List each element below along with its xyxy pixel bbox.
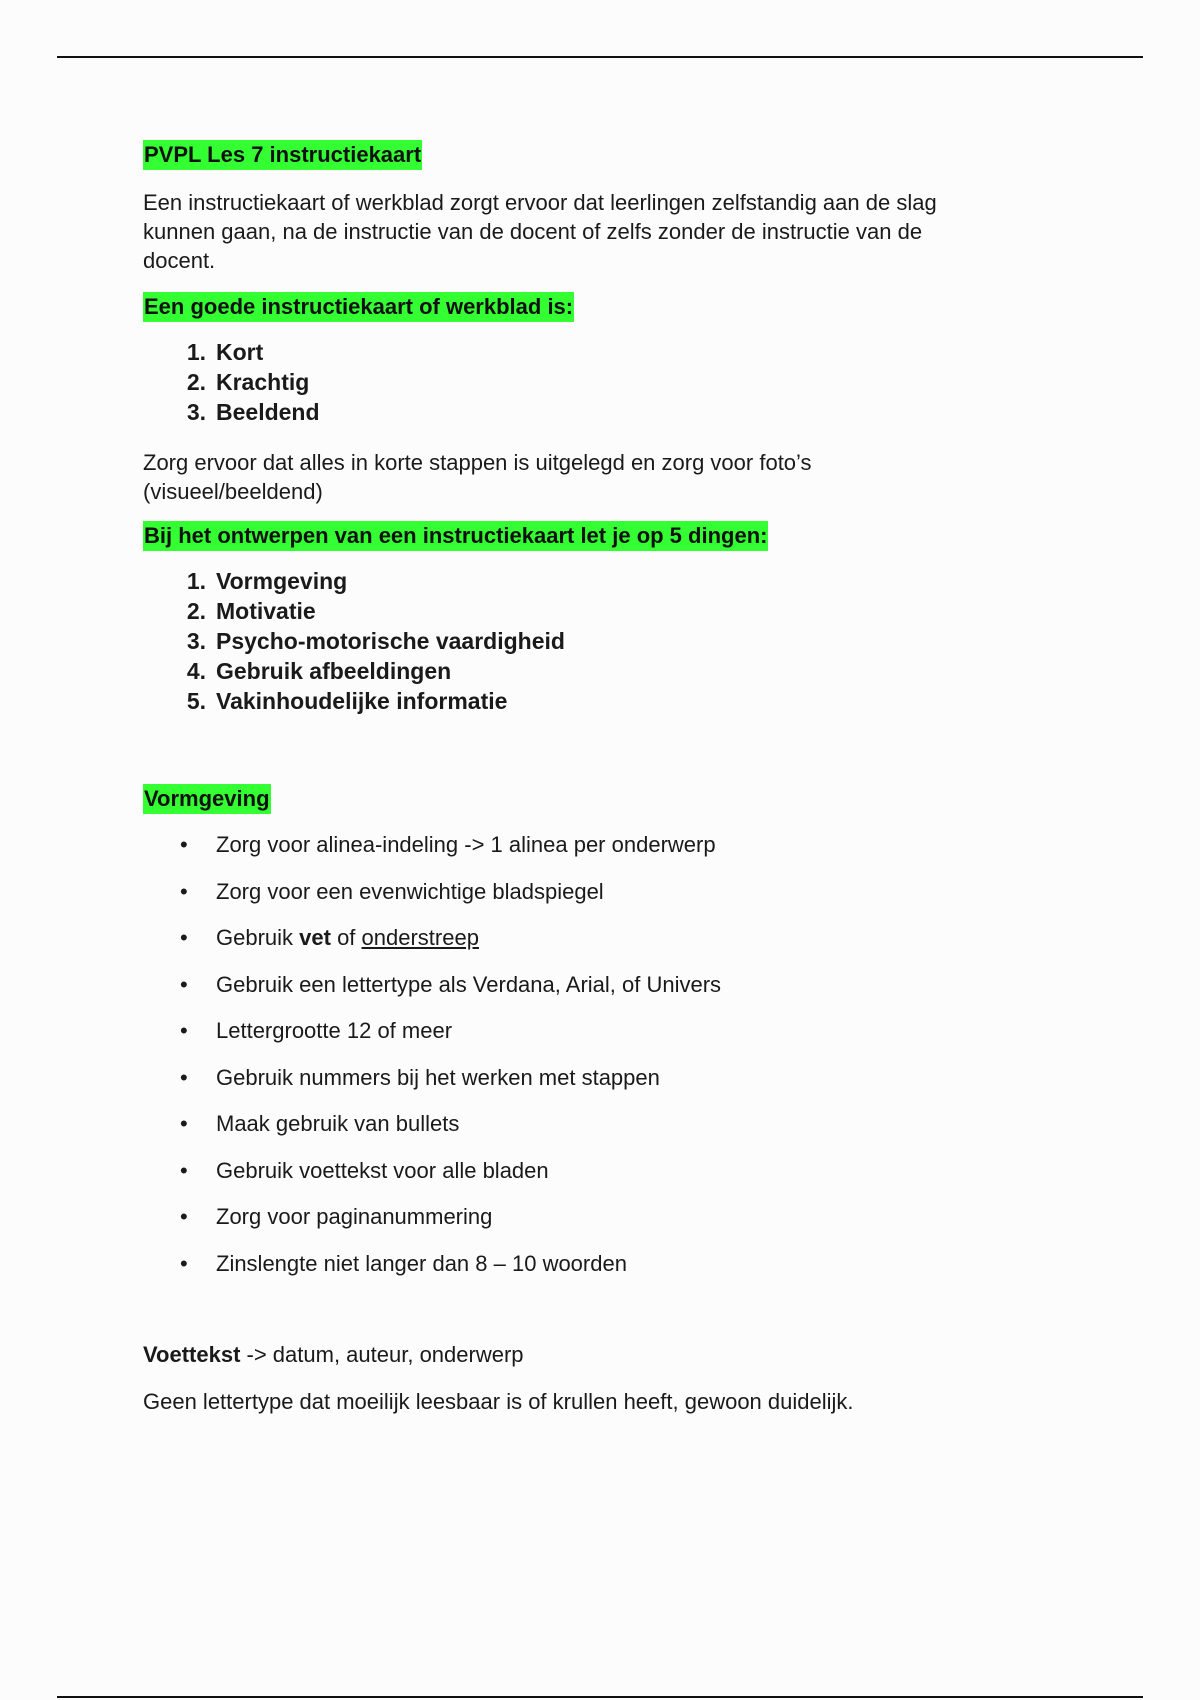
footer-label: Voettekst [143,1342,241,1367]
intro-line: docent. [143,248,216,273]
intro-line: Een instructiekaart of werkblad zorgt ervoor dat leerlingen zelfstandig aan de slag [143,190,937,215]
closing-paragraph [143,1387,854,1416]
steps-line: Zorg ervoor dat alles in korte stappen is uitgelegd en zorg voor foto’s [143,450,812,475]
heading-design-wrap [143,521,768,551]
heading-design: Bij het ontwerpen van een instructiekaart let je op 5 dingen: [143,521,768,551]
top-rule [57,56,1143,58]
steps-line: (visueel/beeldend) [143,479,323,504]
bullet-icon: • [180,878,188,904]
bullet-item: • Maak gebruik van bullets [143,1109,721,1156]
bullet-icon: • [180,1204,188,1229]
bullet-icon: • [180,1157,188,1183]
good-list [143,337,320,427]
bullet-item: • Gebruik voettekst voor alle bladen [143,1156,721,1203]
heading-good: Een goede instructiekaart of werkblad is: [143,292,574,322]
list-item: 3. Beeldend [186,399,320,425]
bold-word: vet [299,925,331,950]
bullet-item: • Zorg voor alinea-indeling -> 1 alinea per onderwerp [143,830,721,877]
list-item: 2. Krachtig [186,369,310,395]
intro-line: kunnen gaan, na de instructie van de docent of zelfs zonder de instructie van de [143,219,923,244]
list-item: 3. Psycho-motorische vaardigheid [186,628,565,654]
bullet-icon: • [180,832,188,857]
bullet-item: • Gebruik een lettertype als Verdana, Arial, of Univers [143,970,721,1017]
bullet-text-styled: Gebruik vet of onderstreep [216,925,479,950]
list-item: 5. Vakinhoudelijke informatie [186,688,508,714]
bullet-icon: • [180,925,188,950]
heading-good-wrap [143,292,574,322]
steps-paragraph [143,448,812,506]
vormgeving-bullets [143,830,721,1295]
list-item: 4. Gebruik afbeeldingen [186,658,452,684]
footer-rest: -> datum, auteur, onderwerp [240,1342,524,1367]
underlined-word: onderstreep [361,925,479,950]
list-item: 1. Vormgeving [186,568,348,594]
design-list [143,566,565,716]
bullet-icon: • [180,1250,188,1276]
heading-vormgeving-wrap [143,784,271,814]
bullet-item: • Zorg voor een evenwichtige bladspiegel [143,877,721,924]
footer-paragraph [143,1340,524,1369]
bullet-item: • Lettergrootte 12 of meer [143,1016,721,1063]
bullet-icon: • [180,1111,188,1136]
bullet-item: • Gebruik nummers bij het werken met stappen [143,1063,721,1110]
bullet-icon: • [180,1064,188,1090]
heading-main-wrap [143,140,422,170]
closing-text: Geen lettertype dat moeilijk leesbaar is of krullen heeft, gewoon duidelijk. [143,1389,854,1414]
list-item: 2. Motivatie [186,598,316,624]
list-item: 1. Kort [186,339,264,365]
bullet-item: • Zinslengte niet langer dan 8 – 10 woorden [143,1249,721,1296]
bullet-icon: • [180,1018,188,1043]
heading-vormgeving: Vormgeving [143,784,271,814]
bullet-icon: • [180,971,188,997]
bullet-item: • Zorg voor paginanummering [143,1202,721,1249]
bottom-rule [57,1696,1143,1698]
heading-main: PVPL Les 7 instructiekaart [143,140,422,170]
intro-paragraph [143,188,937,275]
bullet-item [143,923,721,970]
